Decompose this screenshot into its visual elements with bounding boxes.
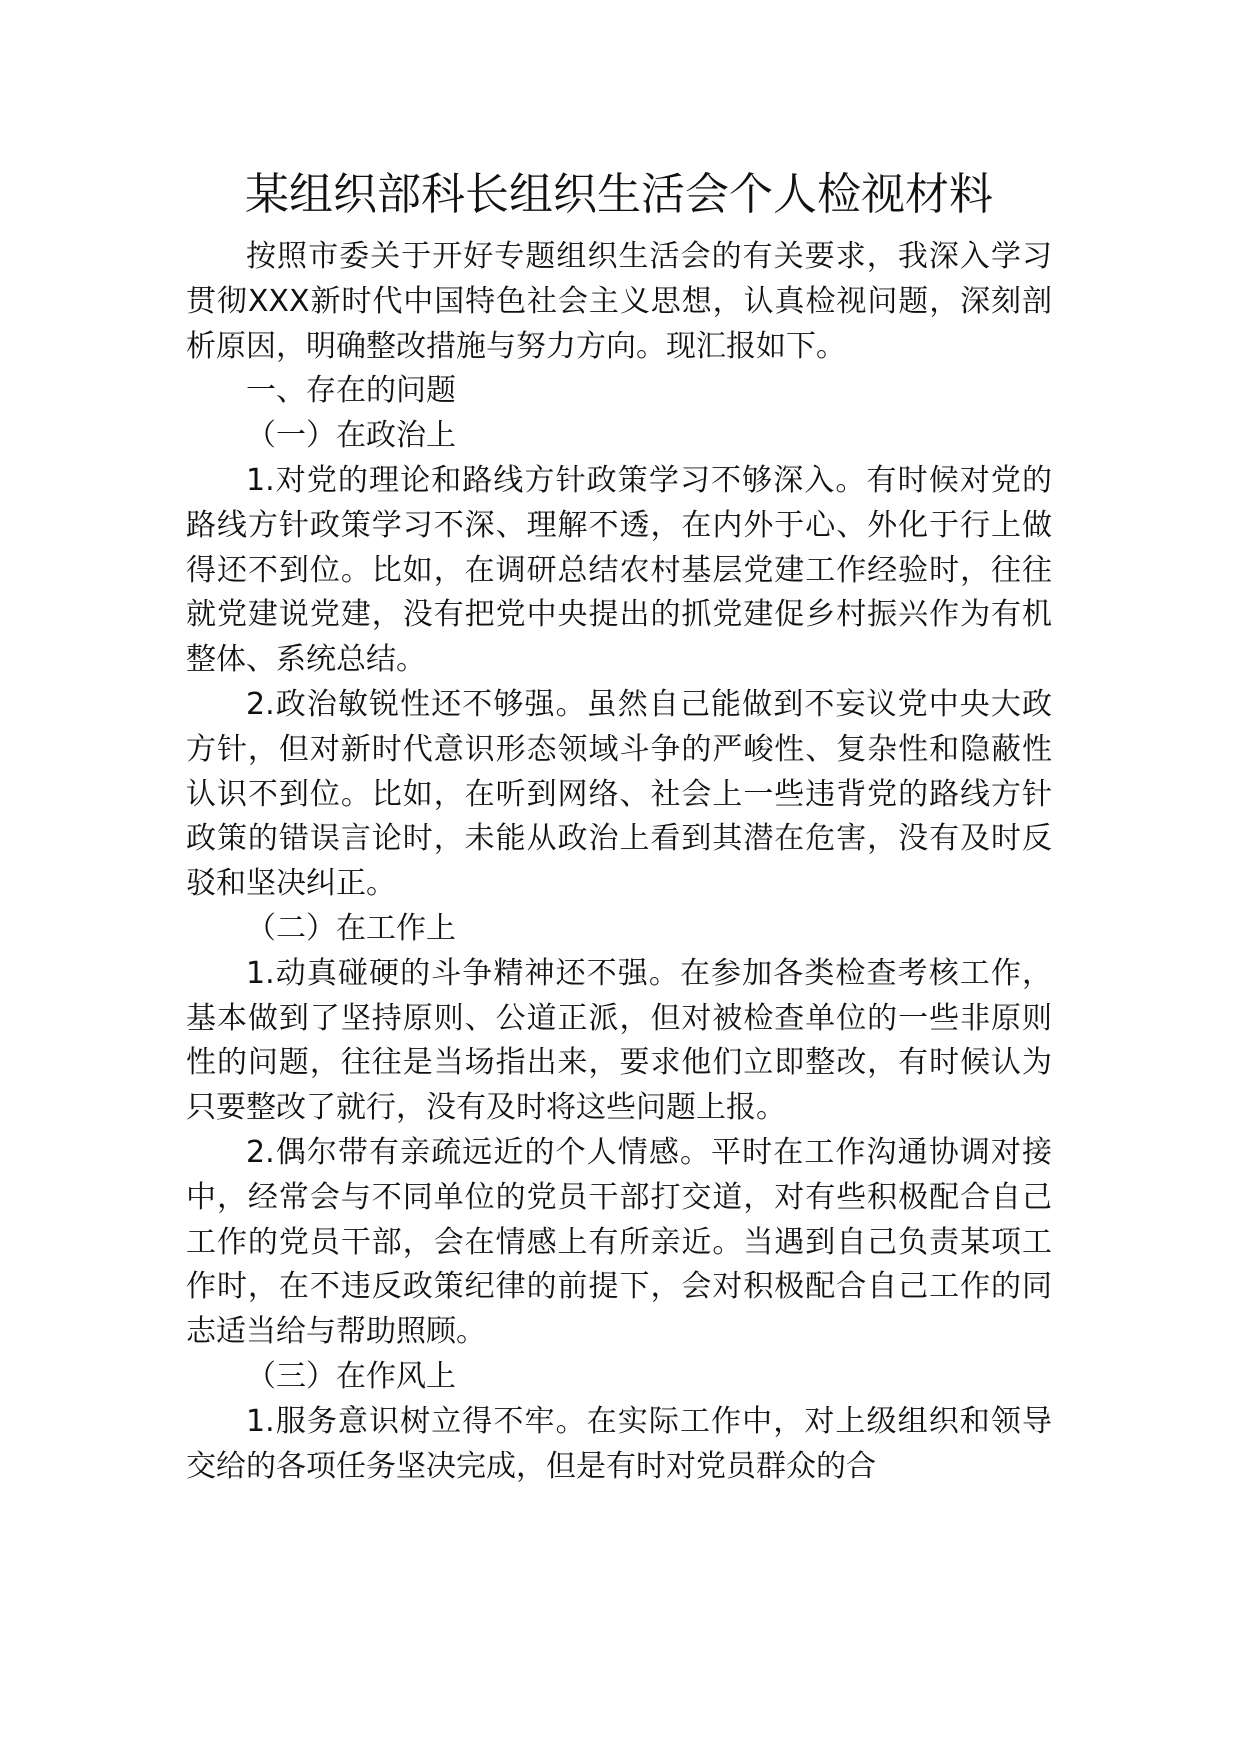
paragraph-politics-1: 1.对党的理论和路线方针政策学习不够深入。有时候对党的路线方针政策学习不深、理解不透，在内外于心、外化于行上做得还不到位。比如，在调研总结农村基层党建工作经验时，往往就党建说党建，没有把党中央提出的抓党建促乡村振兴作为有机整体、系统总结。 xyxy=(186,462,1052,678)
intro-paragraph: 按照市委关于开好专题组织生活会的有关要求，我深入学习贯彻XXX新时代中国特色社会主义思想，认真检视问题，深刻剖析原因，明确整改措施与努力方向。现汇报如下。 xyxy=(186,239,1052,364)
paragraph-work-1: 1.动真碰硬的斗争精神还不强。在参加各类检查考核工作，基本做到了坚持原则、公道正派，但对被检查单位的一些非原则性的问题，往往是当场指出来，要求他们立即整改，有时候认为只要整改了就行，没有及时将这些问题上报。 xyxy=(186,955,1052,1126)
paragraph-politics-2: 2.政治敏锐性还不够强。虽然自己能做到不妄议党中央大政方针，但对新时代意识形态领域斗争的严峻性、复杂性和隐蔽性认识不到位。比如，在听到网络、社会上一些违背党的路线方针政策的错误言论时，未能从政治上看到其潜在危害，没有及时反驳和坚决纠正。 xyxy=(186,686,1052,902)
subsection-heading-work: （二）在工作上 xyxy=(246,910,456,946)
paragraph-style-1: 1.服务意识树立得不牢。在实际工作中，对上级组织和领导交给的各项任务坚决完成，但是有时对党员群众的合 xyxy=(186,1403,1052,1484)
document-title: 某组织部科长组织生活会个人检视材料 xyxy=(245,169,993,220)
subsection-heading-style: （三）在作风上 xyxy=(246,1358,456,1394)
paragraph-work-2: 2.偶尔带有亲疏远近的个人情感。平时在工作沟通协调对接中，经常会与不同单位的党员干部打交道，对有些积极配合自己工作的党员干部，会在情感上有所亲近。当遇到自己负责某项工作时，在不违反政策纪律的前提下，会对积极配合自己工作的同志适当给与帮助照顾。 xyxy=(186,1134,1052,1350)
subsection-heading-politics: （一）在政治上 xyxy=(246,418,456,454)
document-body xyxy=(186,165,1052,1489)
section-heading-problems: 一、存在的问题 xyxy=(246,373,456,409)
